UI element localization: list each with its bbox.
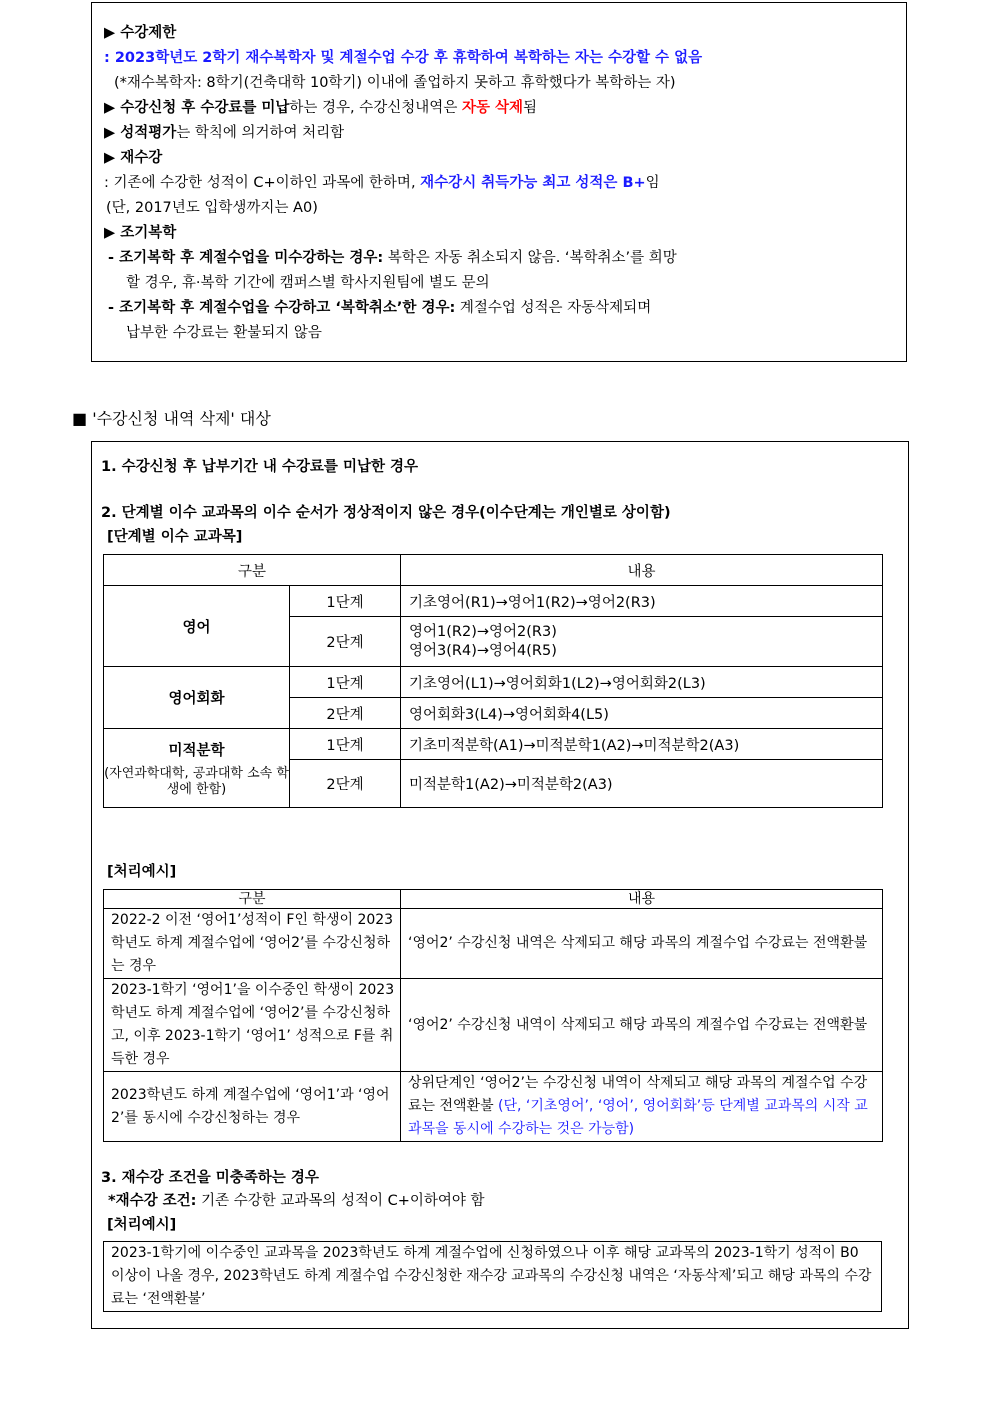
retake-example-table xyxy=(103,1241,882,1312)
table3-caption: [처리예시] xyxy=(107,1217,177,1233)
col-category: 구분 xyxy=(104,555,401,586)
restriction-heading: ▶ 수강제한 xyxy=(104,25,177,41)
early-return-case1-cont: 할 경우, 휴·복학 기간에 캠퍼스별 학사지원팀에 별도 문의 xyxy=(126,275,490,291)
retake-heading: ▶ 재수강 xyxy=(104,150,163,166)
course-sequence: 미적분학1(A2)→미적분학2(A3) xyxy=(401,760,883,808)
retake-condition xyxy=(108,1191,485,1211)
col-category: 구분 xyxy=(104,890,401,909)
grading-rule-bold: ▶ 성적평가 xyxy=(104,125,177,141)
table-header-row xyxy=(104,555,883,586)
example-result: ‘영어2’ 수강신청 내역은 삭제되고 해당 과목의 계절수업 수강료는 전액환불 xyxy=(401,909,883,979)
unpaid-rule-bold: ▶ 수강신청 후 수강료를 미납 xyxy=(104,100,290,116)
item-1: 1. 수강신청 후 납부기간 내 수강료를 미납한 경우 xyxy=(101,459,419,475)
stage-label: 1단계 xyxy=(290,586,401,617)
table-row xyxy=(104,586,883,617)
retake-example-text: 2023-1학기에 이수중인 교과목을 2023학년도 하계 계절수업에 신청하였으나 이후 해당 교과목의 2023-1학기 성적이 B0 이상이 나올 경우, 2023학년도 하계 계절수업 수강신청한 재수강 교과목의 수강신청 내역은 ‘자동삭제’되고 해당 과목의 수강료는 ‘전액환불’ xyxy=(104,1242,882,1312)
early-return-case2-cont: 납부한 수강료는 환불되지 않음 xyxy=(126,325,322,341)
course-sequence-line: 영어1(R2)→영어2(R3) xyxy=(409,623,557,640)
unpaid-rule xyxy=(104,98,537,118)
processing-examples-table xyxy=(103,889,883,1142)
auto-delete-highlight: 자동 삭제 xyxy=(461,100,524,116)
enrollment-rules-box xyxy=(91,2,907,362)
stage-label: 2단계 xyxy=(290,760,401,808)
course-sequence xyxy=(401,617,883,667)
grading-rule-text: 는 학칙에 의거하여 처리함 xyxy=(176,125,345,141)
retake-max-grade: 재수강시 취득가능 최고 성적은 B+ xyxy=(420,175,646,191)
example-case: 2022-2 이전 ‘영어1’성적이 F인 학생이 2023학년도 하계 계절수업에 ‘영어2’를 수강신청하는 경우 xyxy=(104,909,401,979)
item-3: 3. 재수강 조건을 미충족하는 경우 xyxy=(101,1170,319,1186)
retake-note: (단, 2017년도 입학생까지는 A0) xyxy=(106,200,318,216)
table-row xyxy=(104,667,883,698)
retake-condition-label: *재수강 조건: xyxy=(108,1193,197,1209)
item-2: 2. 단계별 이수 교과목의 이수 순서가 정상적이지 않은 경우(이수단계는 개인별로 상이함) xyxy=(101,505,671,521)
subject-english: 영어 xyxy=(104,586,290,667)
retake-condition-text: 기존 수강한 교과목의 성적이 C+이하여야 함 xyxy=(196,1193,485,1209)
course-sequence: 기초영어(L1)→영어회화1(L2)→영어회화2(L3) xyxy=(401,667,883,698)
table2-caption: [처리예시] xyxy=(107,864,177,880)
subject-calculus xyxy=(104,729,290,808)
retake-rule-end: 임 xyxy=(645,175,660,191)
example-result xyxy=(401,1072,883,1142)
deletion-targets-box xyxy=(91,441,909,1329)
table-row xyxy=(104,729,883,760)
example-case: 2023학년도 하계 계절수업에 ‘영어1’과 ‘영어2’를 동시에 수강신청하는 경우 xyxy=(104,1072,401,1142)
restriction-note: (*재수복학자: 8학기(건축대학 10학기) 이내에 졸업하지 못하고 휴학했다가 복학하는 자) xyxy=(114,75,676,91)
early-return-case2-text: 계절수업 성적은 자동삭제되며 xyxy=(455,300,652,316)
subject-calculus-note: (자연과학대학, 공과대학 소속 학생에 한함) xyxy=(104,765,289,797)
course-sequence-line: 영어3(R4)→영어4(R5) xyxy=(409,642,557,659)
subject-english-conversation: 영어회화 xyxy=(104,667,290,729)
course-sequence: 기초미적분학(A1)→미적분학1(A2)→미적분학2(A3) xyxy=(401,729,883,760)
table-row xyxy=(104,1072,883,1142)
retake-rule-text: : 기존에 수강한 성적이 C+이하인 과목에 한하며, xyxy=(104,175,421,191)
col-content: 내용 xyxy=(401,555,883,586)
early-return-heading: ▶ 조기복학 xyxy=(104,225,177,241)
stage-label: 2단계 xyxy=(290,698,401,729)
stage-label: 1단계 xyxy=(290,729,401,760)
restriction-text: : 2023학년도 2학기 재수복학자 및 계절수업 수강 후 휴학하여 복학하는 자는 수강할 수 없음 xyxy=(104,50,703,66)
course-sequence: 기초영어(R1)→영어1(R2)→영어2(R3) xyxy=(401,586,883,617)
subject-calculus-label: 미적분학 xyxy=(168,742,225,759)
table1-caption: [단계별 이수 교과목] xyxy=(107,529,243,545)
example-result-exception: (단, ‘기초영어’, ‘영어’, 영어회화’등 단계별 교과목의 시작 교과목을 동시에 수강하는 것은 가능함) xyxy=(408,1098,868,1137)
example-result: ‘영어2’ 수강신청 내역이 삭제되고 해당 과목의 계절수업 수강료는 전액환불 xyxy=(401,979,883,1072)
table-row xyxy=(104,909,883,979)
table-row xyxy=(104,979,883,1072)
early-return-case1 xyxy=(108,248,677,268)
unpaid-rule-end: 됨 xyxy=(523,100,538,116)
early-return-case2-bold: - 조기복학 후 계절수업을 수강하고 ‘복학취소’한 경우: xyxy=(108,300,456,316)
example-result-text: 상위단계인 ‘영어2’는 수강신청 내역이 삭제되고 해당 과목의 계절수업 수강료는 전액환불 xyxy=(408,1075,868,1114)
grading-rule xyxy=(104,123,344,143)
early-return-case1-text: 복학은 자동 취소되지 않음. ‘복학취소’를 희망 xyxy=(383,250,677,266)
example-case: 2023-1학기 ‘영어1’을 이수중인 학생이 2023학년도 하계 계절수업에 ‘영어2’를 수강신청하고, 이후 2023-1학기 ‘영어1’ 성적으로 F를 취득한 경우 xyxy=(104,979,401,1072)
early-return-case1-bold: - 조기복학 후 계절수업을 미수강하는 경우: xyxy=(108,250,384,266)
table-header-row xyxy=(104,890,883,909)
early-return-case2 xyxy=(108,298,651,318)
stage-label: 2단계 xyxy=(290,617,401,667)
staged-courses-table xyxy=(103,554,883,808)
unpaid-rule-text: 하는 경우, 수강신청내역은 xyxy=(289,100,462,116)
section-title: ■ '수강신청 내역 삭제' 대상 xyxy=(72,409,271,428)
stage-label: 1단계 xyxy=(290,667,401,698)
retake-rule xyxy=(104,173,660,193)
table-row xyxy=(104,1242,882,1312)
col-content: 내용 xyxy=(401,890,883,909)
course-sequence: 영어회화3(L4)→영어회화4(L5) xyxy=(401,698,883,729)
